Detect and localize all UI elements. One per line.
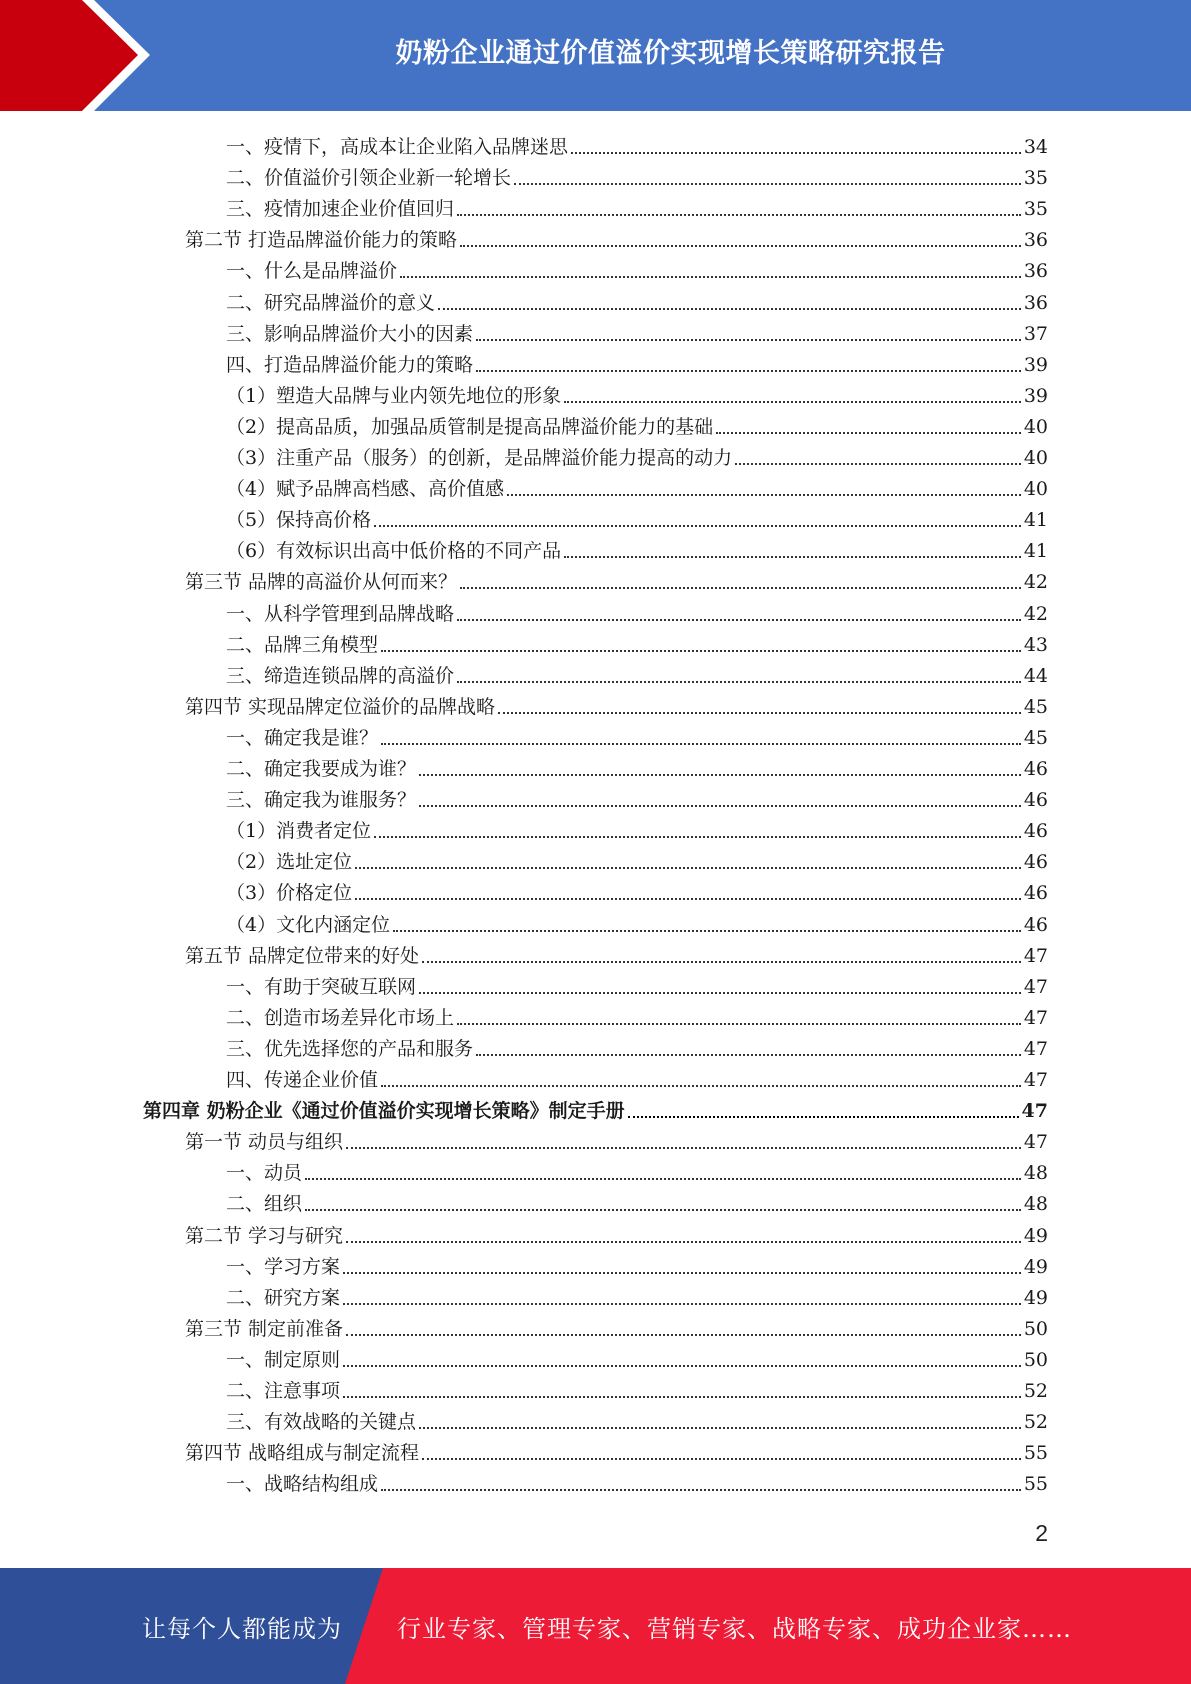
toc-entry[interactable] [226, 532, 1048, 563]
toc-entry-label: 三、有效战略的关键点 [226, 1411, 417, 1434]
toc-entry-page: 40 [1023, 415, 1048, 438]
toc-entry-label: 一、什么是品牌溢价 [226, 260, 398, 283]
toc-entry-page: 40 [1023, 447, 1048, 469]
toc-entry-page: 48 [1023, 1193, 1048, 1216]
toc-dot-leader [346, 1240, 1021, 1243]
toc-entry-label: （4）赋予品牌高档感、高价值感 [226, 478, 505, 501]
toc-entry-label: 三、影响品牌溢价大小的因素 [226, 322, 474, 345]
toc-entry-page: 47 [1023, 975, 1048, 998]
toc-dot-leader [476, 338, 1021, 341]
toc-dot-leader [419, 773, 1021, 776]
report-title: 奶粉企业通过价值溢价实现增长策略研究报告 [395, 37, 946, 69]
toc-entry[interactable] [185, 1123, 1048, 1154]
toc-entry[interactable] [226, 1465, 1048, 1496]
toc-dot-leader [507, 493, 1021, 496]
toc-entry[interactable] [226, 843, 1048, 874]
toc-entry-label: 二、品牌三角模型 [226, 633, 379, 656]
toc-dot-leader [457, 680, 1021, 683]
toc-entry-label: 二、价值溢价引领企业新一轮增长 [226, 167, 512, 190]
toc-entry[interactable] [226, 999, 1048, 1030]
toc-entry[interactable] [226, 1248, 1048, 1279]
toc-entry-page: 52 [1023, 1411, 1048, 1434]
toc-entry[interactable] [185, 1217, 1048, 1248]
toc-entry[interactable] [226, 781, 1048, 812]
toc-entry[interactable] [226, 1341, 1048, 1372]
toc-entry-label: （1）塑造大品牌与业内领先地位的形象 [226, 384, 562, 407]
toc-entry-page: 50 [1023, 1317, 1048, 1340]
toc-entry[interactable] [226, 346, 1048, 377]
toc-entry-label: 第二节 打造品牌溢价能力的策略 [185, 229, 458, 252]
page-number: 2 [1035, 1520, 1048, 1546]
toc-dot-leader [438, 307, 1021, 310]
toc-entry-label: 一、从科学管理到品牌战略 [226, 602, 455, 625]
toc-dot-leader [381, 649, 1021, 652]
toc-dot-leader [498, 711, 1021, 714]
toc-entry[interactable] [185, 1310, 1048, 1341]
toc-entry-page: 36 [1023, 229, 1048, 252]
toc-entry[interactable] [226, 159, 1048, 190]
toc-entry-page: 49 [1023, 1286, 1048, 1309]
toc-entry[interactable] [226, 1030, 1048, 1061]
toc-dot-leader [457, 1022, 1021, 1025]
footer-slogan-left: 让每个人都能成为 [142, 1614, 342, 1643]
toc-entry-label: 四、打造品牌溢价能力的策略 [226, 353, 474, 376]
toc-entry-page: 37 [1023, 322, 1048, 345]
toc-dot-leader [400, 275, 1021, 278]
toc-entry[interactable] [226, 626, 1048, 657]
toc-dot-leader [346, 1146, 1021, 1149]
toc-entry[interactable] [226, 1061, 1048, 1092]
toc-dot-leader [419, 804, 1021, 807]
toc-dot-leader [460, 244, 1021, 247]
toc-entry-label: （4）文化内涵定位 [226, 913, 391, 936]
toc-entry-page: 52 [1023, 1380, 1048, 1402]
toc-entry[interactable] [226, 595, 1048, 626]
toc-entry-page: 46 [1023, 820, 1048, 843]
toc-entry-page: 34 [1023, 136, 1048, 158]
header-red-chevron [0, 0, 150, 111]
toc-entry-page: 35 [1023, 167, 1048, 190]
toc-entry-label: 一、有助于突破互联网 [226, 975, 417, 998]
toc-dot-leader [422, 1457, 1021, 1460]
toc-entry-label: （3）注重产品（服务）的创新，是品牌溢价能力提高的动力 [226, 447, 733, 469]
toc-dot-leader [716, 431, 1021, 434]
toc-entry-label: 第一节 动员与组织 [185, 1131, 344, 1154]
toc-entry-page: 46 [1023, 913, 1048, 936]
toc-entry-label: 第三节 品牌的高溢价从何而来？ [185, 571, 458, 594]
toc-entry[interactable] [226, 439, 1048, 470]
toc-dot-leader [381, 1488, 1021, 1491]
toc-entry-label: 二、确定我要成为谁？ [226, 758, 417, 780]
toc-entry-page: 44 [1023, 664, 1048, 687]
toc-dot-leader [355, 866, 1021, 869]
toc-entry-page: 55 [1023, 1473, 1048, 1496]
toc-entry[interactable] [185, 937, 1048, 968]
toc-dot-leader [422, 960, 1021, 963]
toc-entry[interactable] [226, 1372, 1048, 1403]
toc-entry[interactable] [226, 1154, 1048, 1185]
toc-dot-leader [381, 742, 1021, 745]
toc-entry-label: 三、疫情加速企业价值回归 [226, 198, 455, 221]
toc-entry-page: 46 [1023, 758, 1048, 780]
toc-dot-leader [393, 929, 1021, 932]
toc-entry[interactable] [226, 190, 1048, 221]
toc-entry-page: 50 [1023, 1348, 1048, 1371]
toc-entry-page: 47 [1023, 944, 1048, 967]
toc-entry-page: 41 [1023, 540, 1048, 563]
toc-entry[interactable] [226, 1403, 1048, 1434]
toc-dot-leader [571, 151, 1021, 154]
toc-entry[interactable] [226, 128, 1048, 159]
toc-dot-leader [305, 1177, 1021, 1180]
toc-entry[interactable] [226, 501, 1048, 532]
toc-entry-label: （6）有效标识出高中低价格的不同产品 [226, 540, 562, 563]
toc-entry-label: （2）选址定位 [226, 851, 353, 874]
toc-entry-label: （5）保持高价格 [226, 509, 372, 532]
toc-entry-label: 一、制定原则 [226, 1348, 341, 1371]
toc-entry-label: 第四节 战略组成与制定流程 [185, 1442, 420, 1465]
toc-entry-label: 第三节 制定前准备 [185, 1317, 344, 1340]
toc-entry-page: 35 [1023, 198, 1048, 221]
toc-dot-leader [735, 462, 1021, 465]
toc-entry-page: 43 [1023, 633, 1048, 656]
toc-entry-page: 46 [1023, 882, 1048, 905]
toc-entry-label: 二、研究方案 [226, 1286, 341, 1309]
toc-entry[interactable] [226, 874, 1048, 905]
toc-dot-leader [374, 524, 1021, 527]
toc-dot-leader [460, 586, 1021, 589]
toc-entry-page: 46 [1023, 789, 1048, 812]
toc-entry-page: 47 [1023, 1069, 1048, 1091]
toc-entry[interactable] [226, 812, 1048, 843]
toc-entry-page: 47 [1021, 1100, 1048, 1123]
toc-entry-label: 一、战略结构组成 [226, 1473, 379, 1496]
toc-dot-leader [419, 1426, 1021, 1429]
toc-entry-page: 45 [1023, 726, 1048, 749]
toc-dot-leader [343, 1302, 1021, 1305]
toc-entry-page: 49 [1023, 1255, 1048, 1278]
toc-entry-label: 三、缔造连锁品牌的高溢价 [226, 664, 455, 687]
toc-entry[interactable] [226, 284, 1048, 315]
toc-entry-page: 47 [1023, 1037, 1048, 1060]
toc-entry-page: 55 [1023, 1442, 1048, 1465]
toc-entry-label: 一、学习方案 [226, 1255, 341, 1278]
toc-entry-label: 二、研究品牌溢价的意义 [226, 291, 436, 314]
toc-entry[interactable] [185, 563, 1048, 594]
toc-entry[interactable] [226, 719, 1048, 750]
toc-entry-page: 41 [1023, 509, 1048, 532]
toc-entry-label: （2）提高品质，加强品质管制是提高品牌溢价能力的基础 [226, 415, 714, 438]
toc-entry[interactable] [226, 1279, 1048, 1310]
toc-entry-label: 二、创造市场差异化市场上 [226, 1006, 455, 1029]
toc-dot-leader [355, 897, 1021, 900]
toc-entry-label: 一、疫情下，高成本让企业陷入品牌迷思 [226, 136, 569, 158]
toc-entry[interactable] [226, 470, 1048, 501]
toc-dot-leader [476, 1053, 1021, 1056]
toc-entry-page: 47 [1023, 1006, 1048, 1029]
toc-entry-label: 第二节 学习与研究 [185, 1224, 344, 1247]
toc-entry[interactable] [143, 1092, 1048, 1123]
toc-dot-leader [628, 1115, 1019, 1118]
toc-entry-page: 42 [1023, 571, 1048, 594]
toc-entry-label: 一、确定我是谁？ [226, 726, 379, 749]
toc-entry-label: 第四节 实现品牌定位溢价的品牌战略 [185, 695, 496, 718]
toc-entry[interactable] [226, 315, 1048, 346]
toc-entry[interactable] [185, 688, 1048, 719]
toc-entry-page: 45 [1023, 695, 1048, 718]
toc-entry[interactable] [226, 657, 1048, 688]
toc-dot-leader [457, 213, 1021, 216]
toc-dot-leader [457, 618, 1021, 621]
toc-dot-leader [343, 1271, 1021, 1274]
toc-entry-page: 36 [1023, 260, 1048, 283]
toc-entry[interactable] [226, 408, 1048, 439]
toc-dot-leader [564, 555, 1021, 558]
toc-entry-label: 二、组织 [226, 1193, 303, 1216]
toc-entry-page: 46 [1023, 851, 1048, 874]
footer-slogan-right: 行业专家、管理专家、营销专家、战略专家、成功企业家…… [397, 1614, 1072, 1643]
toc-entry-label: （3）价格定位 [226, 882, 353, 905]
toc-dot-leader [305, 1208, 1021, 1211]
toc-entry-label: 三、确定我为谁服务？ [226, 789, 417, 812]
toc-entry-page: 49 [1023, 1224, 1048, 1247]
toc-entry-label: 第五节 品牌定位带来的好处 [185, 944, 420, 967]
toc-dot-leader [514, 182, 1021, 185]
toc-dot-leader [476, 369, 1021, 372]
toc-dot-leader [419, 991, 1021, 994]
toc-entry-label: （1）消费者定位 [226, 820, 372, 843]
footer-banner [0, 1568, 1191, 1684]
toc-entry[interactable] [226, 1185, 1048, 1216]
toc-entry-page: 47 [1023, 1131, 1048, 1154]
toc-dot-leader [374, 835, 1021, 838]
toc-entry[interactable] [226, 968, 1048, 999]
toc-entry-label: 一、动员 [226, 1162, 303, 1185]
toc-entry[interactable] [185, 221, 1048, 252]
toc-entry-label: 四、传递企业价值 [226, 1069, 379, 1091]
toc-entry-page: 48 [1023, 1162, 1048, 1185]
toc-entry[interactable] [185, 1434, 1048, 1465]
toc-entry-page: 42 [1023, 602, 1048, 625]
toc-entry[interactable] [226, 906, 1048, 937]
toc-entry-label: 二、注意事项 [226, 1380, 341, 1402]
toc-dot-leader [343, 1364, 1021, 1367]
toc-entry-page: 40 [1023, 478, 1048, 501]
toc-entry[interactable] [226, 252, 1048, 283]
toc-entry-label: 第四章 奶粉企业《通过价值溢价实现增长策略》制定手册 [143, 1100, 625, 1123]
toc-entry-label: 三、优先选择您的产品和服务 [226, 1037, 474, 1060]
toc-entry-page: 39 [1023, 384, 1048, 407]
toc-entry[interactable] [226, 750, 1048, 781]
toc-dot-leader [343, 1395, 1021, 1398]
toc-entry-page: 39 [1023, 353, 1048, 376]
header-banner [0, 0, 1191, 111]
toc-dot-leader [381, 1084, 1021, 1087]
toc-entry-page: 36 [1023, 291, 1048, 314]
toc-dot-leader [346, 1333, 1021, 1336]
toc-dot-leader [564, 400, 1021, 403]
toc-entry[interactable] [226, 377, 1048, 408]
